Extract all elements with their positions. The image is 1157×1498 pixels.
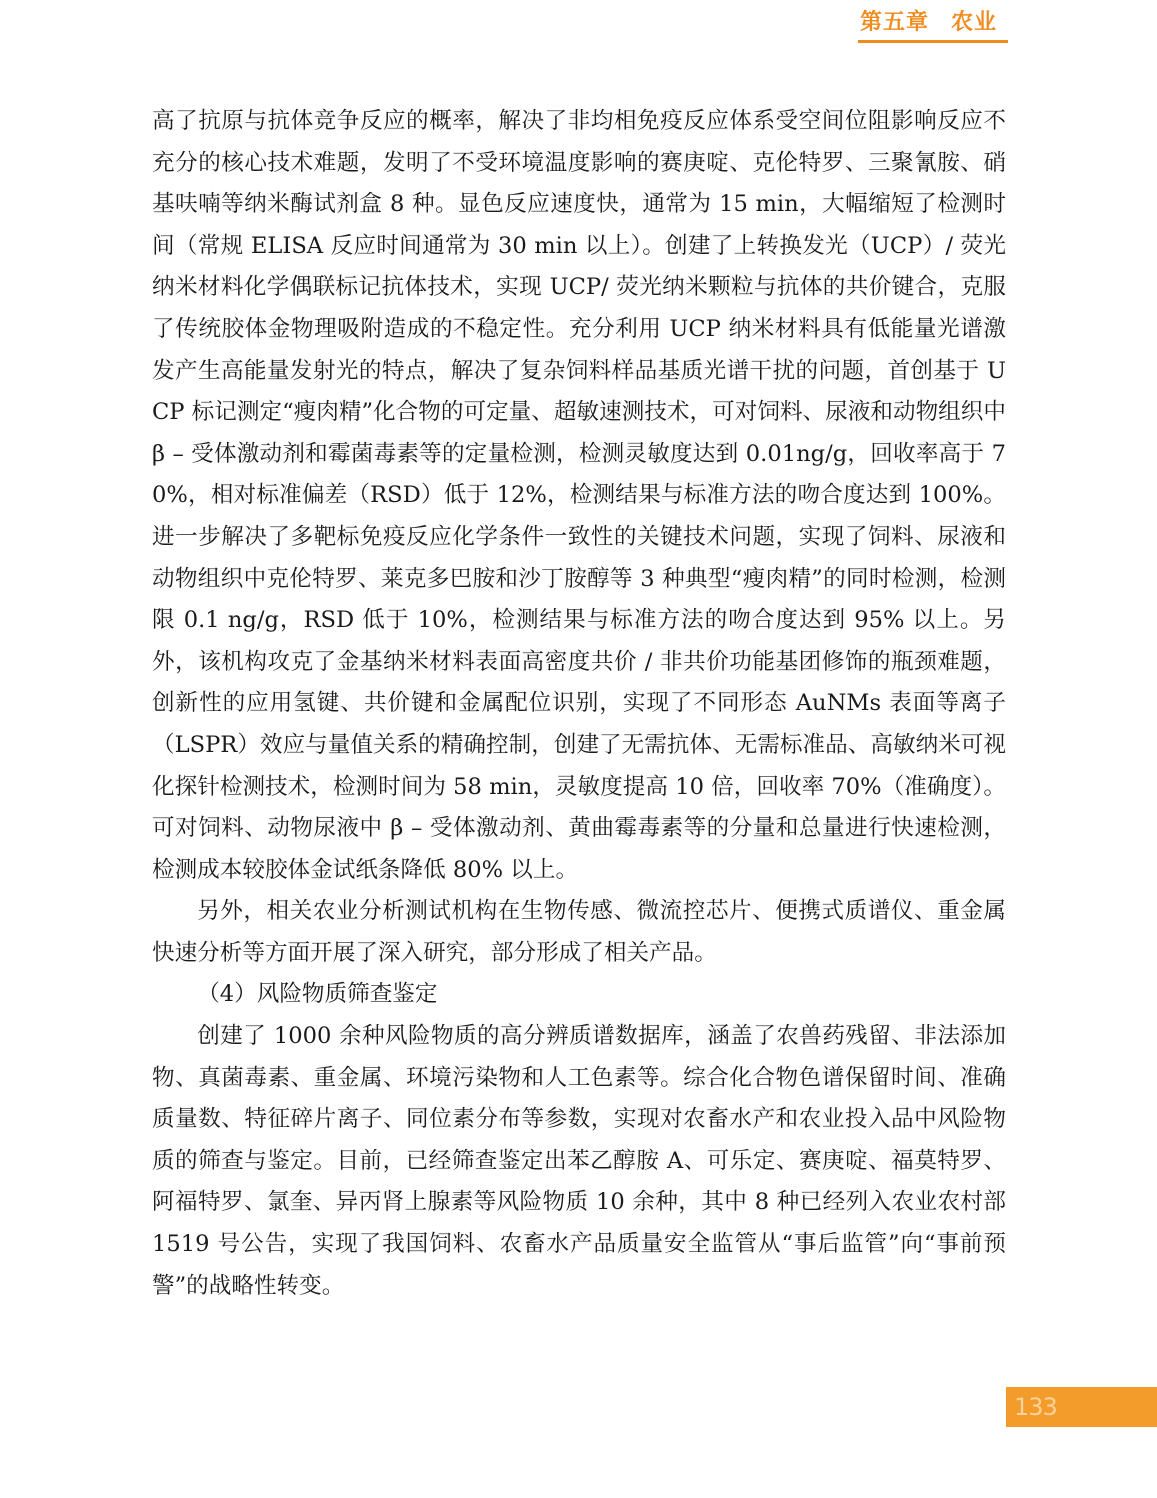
paragraph-other-research: 另外，相关农业分析测试机构在生物传感、微流控芯片、便携式质谱仪、重金属快速分析等方面开展了深入研究，部分形成了相关产品。 [152, 898, 1006, 966]
section-heading-risk-screening: （4）风险物质筛查鉴定 [197, 981, 438, 1008]
chapter-number: 第五章 [860, 10, 930, 35]
page-number: 133 [1014, 1393, 1057, 1421]
paragraph-uncp-nanotech: 高了抗原与抗体竞争反应的概率，解决了非均相免疫反应体系受空间位阻影响反应不充分的核心技术难题，发明了不受环境温度影响的赛庚啶、克伦特罗、三聚氰胺、硝基呋喃等纳米酶试剂盒 8 种。显色反应速度快，通常为 15 min，大幅缩短了检测时间（常规 ELISA 反应时间通常为 30 min 以上）。创建了上转换发光（UCP）/ 荧光纳米材料化学偶联标记抗体技术，实现 UCP/ 荧光纳米颗粒与抗体的共价键合，克服了传统胶体金物理吸附造成的不稳定性。充分利用 UCP 纳米材料具有低能量光谱激发产生高能量发射光的特点，解决了复杂饲料样品基质光谱干扰的问题，首创基于 UCP 标记测定“瘦肉精”化合物的可定量、超敏速测技术，可对饲料、尿液和动物组织中 β – 受体激动剂和霉菌毒素等的定量检测，检测灵敏度达到 0.01ng/g，回收率高于 70%，相对标准偏差（RSD）低于 12%，检测结果与标准方法的吻合度达到 100%。进一步解决了多靶标免疫反应化学条件一致性的关键技术问题，实现了饲料、尿液和动物组织中克伦特罗、莱克多巴胺和沙丁胺醇等 3 种典型“瘦肉精”的同时检测，检测限 0.1 ng/g，RSD 低于 10%，检测结果与标准方法的吻合度达到 95% 以上。另外，该机构攻克了金基纳米材料表面高密度共价 / 非共价功能基团修饰的瓶颈难题，创新性的应用氢键、共价键和金属配位识别，实现了不同形态 AuNMs 表面等离子（LSPR）效应与量值关系的精确控制，创建了无需抗体、无需标准品、高敏纳米可视化探针检测技术，检测时间为 58 min，灵敏度提高 10 倍，回收率 70%（准确度）。可对饲料、动物尿液中 β – 受体激动剂、黄曲霉毒素等的分量和总量进行快速检测，检测成本较胶体金试纸条降低 80% 以上。 [152, 108, 1006, 883]
page-number-tab [1006, 1387, 1157, 1427]
body-text [152, 101, 1006, 1307]
chapter-title: 农业 [951, 10, 998, 35]
chapter-header [860, 6, 1008, 40]
chapter-header-underline [858, 40, 1008, 43]
paragraph-risk-screening: 创建了 1000 余种风险物质的高分辨质谱数据库，涵盖了农兽药残留、非法添加物、真菌毒素、重金属、环境污染物和人工色素等。综合化合物色谱保留时间、准确质量数、特征碎片离子、同位素分布等参数，实现对农畜水产和农业投入品中风险物质的筛查与鉴定。目前，已经筛查鉴定出苯乙醇胺 A、可乐定、赛庚啶、福莫特罗、阿福特罗、氯奎、异丙肾上腺素等风险物质 10 余种，其中 8 种已经列入农业农村部 1519 号公告，实现了我国饲料、农畜水产品质量安全监管从“事后监管”向“事前预警”的战略性转变。 [152, 1023, 1006, 1299]
